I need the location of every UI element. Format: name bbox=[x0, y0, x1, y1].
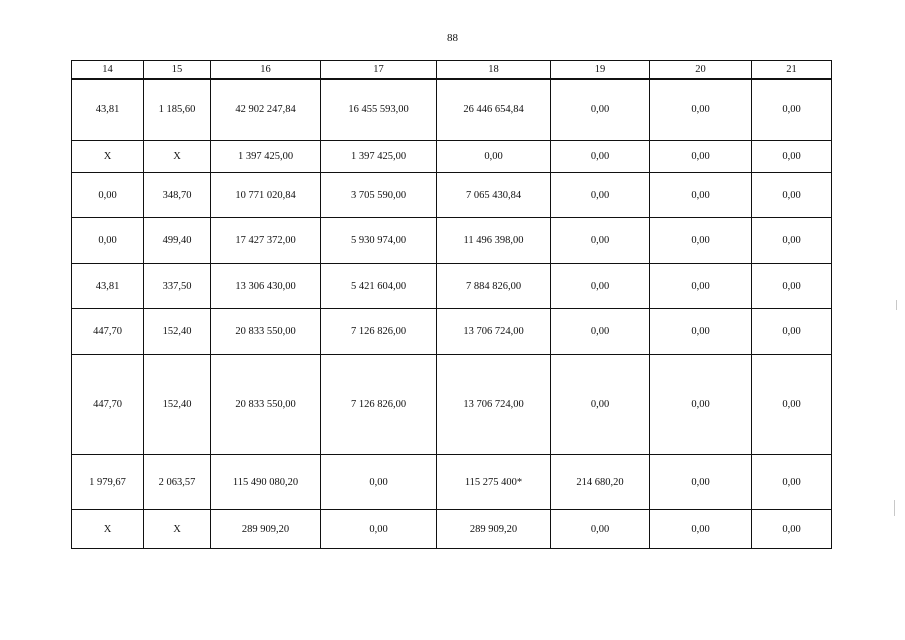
table-cell: 17 427 372,00 bbox=[211, 218, 321, 264]
table-cell: 13 306 430,00 bbox=[211, 264, 321, 309]
table-cell: 3 705 590,00 bbox=[321, 173, 437, 218]
table-cell: 0,00 bbox=[752, 173, 832, 218]
table-cell: 0,00 bbox=[752, 141, 832, 173]
table-row bbox=[72, 309, 832, 355]
table-cell: 447,70 bbox=[72, 309, 144, 355]
table-cell: 0,00 bbox=[551, 173, 650, 218]
table-cell: 0,00 bbox=[752, 355, 832, 455]
table-cell: 1 397 425,00 bbox=[321, 141, 437, 173]
table-cell: 43,81 bbox=[72, 79, 144, 141]
table-cell: 0,00 bbox=[650, 510, 752, 549]
column-header: 16 bbox=[211, 61, 321, 79]
table-cell: 7 126 826,00 bbox=[321, 309, 437, 355]
table-cell: 0,00 bbox=[321, 455, 437, 510]
table-cell: 2 063,57 bbox=[144, 455, 211, 510]
table-row bbox=[72, 141, 832, 173]
table-cell: 7 126 826,00 bbox=[321, 355, 437, 455]
table-cell: 10 771 020,84 bbox=[211, 173, 321, 218]
scan-mark bbox=[894, 500, 895, 516]
table-cell: 0,00 bbox=[72, 173, 144, 218]
table-cell: 0,00 bbox=[551, 141, 650, 173]
table-cell: 214 680,20 bbox=[551, 455, 650, 510]
table-cell: 0,00 bbox=[551, 264, 650, 309]
table-cell: 16 455 593,00 bbox=[321, 79, 437, 141]
column-header: 15 bbox=[144, 61, 211, 79]
table-cell: 0,00 bbox=[752, 264, 832, 309]
table-cell: 7 884 826,00 bbox=[437, 264, 551, 309]
table-cell: 289 909,20 bbox=[211, 510, 321, 549]
table-cell: 0,00 bbox=[72, 218, 144, 264]
table-cell: 0,00 bbox=[752, 455, 832, 510]
table-cell: 13 706 724,00 bbox=[437, 309, 551, 355]
scan-mark bbox=[896, 300, 897, 310]
data-table bbox=[71, 60, 832, 549]
table-cell: 337,50 bbox=[144, 264, 211, 309]
page-number: 88 bbox=[447, 32, 458, 44]
table-cell: X bbox=[144, 141, 211, 173]
table-cell: 289 909,20 bbox=[437, 510, 551, 549]
table-cell: 0,00 bbox=[650, 455, 752, 510]
table-cell: 115 490 080,20 bbox=[211, 455, 321, 510]
table-row bbox=[72, 355, 832, 455]
column-header: 19 bbox=[551, 61, 650, 79]
table-cell: 0,00 bbox=[650, 264, 752, 309]
table-cell: 0,00 bbox=[551, 510, 650, 549]
table-cell: 7 065 430,84 bbox=[437, 173, 551, 218]
table-cell: 0,00 bbox=[650, 79, 752, 141]
table-row bbox=[72, 264, 832, 309]
table-cell: 42 902 247,84 bbox=[211, 79, 321, 141]
table-cell: 0,00 bbox=[752, 218, 832, 264]
table-cell: 152,40 bbox=[144, 309, 211, 355]
table-cell: X bbox=[144, 510, 211, 549]
table-cell: 0,00 bbox=[437, 141, 551, 173]
table-cell: 447,70 bbox=[72, 355, 144, 455]
table-cell: X bbox=[72, 510, 144, 549]
table-cell: 11 496 398,00 bbox=[437, 218, 551, 264]
table-cell: 13 706 724,00 bbox=[437, 355, 551, 455]
table-cell: 0,00 bbox=[752, 79, 832, 141]
table-cell: 0,00 bbox=[650, 173, 752, 218]
table-row bbox=[72, 79, 832, 141]
table-cell: X bbox=[72, 141, 144, 173]
table-row bbox=[72, 455, 832, 510]
header-row bbox=[72, 61, 832, 79]
table-cell: 499,40 bbox=[144, 218, 211, 264]
table-cell: 152,40 bbox=[144, 355, 211, 455]
table-cell: 115 275 400* bbox=[437, 455, 551, 510]
table-row bbox=[72, 173, 832, 218]
table-cell: 0,00 bbox=[752, 510, 832, 549]
table-cell: 0,00 bbox=[551, 355, 650, 455]
table-cell: 0,00 bbox=[551, 309, 650, 355]
table-row bbox=[72, 510, 832, 549]
column-header: 18 bbox=[437, 61, 551, 79]
table-cell: 0,00 bbox=[650, 218, 752, 264]
table-cell: 0,00 bbox=[551, 79, 650, 141]
table-cell: 20 833 550,00 bbox=[211, 309, 321, 355]
table-cell: 26 446 654,84 bbox=[437, 79, 551, 141]
table-row bbox=[72, 218, 832, 264]
table-cell: 5 421 604,00 bbox=[321, 264, 437, 309]
column-header: 21 bbox=[752, 61, 832, 79]
table-cell: 5 930 974,00 bbox=[321, 218, 437, 264]
table-cell: 0,00 bbox=[650, 141, 752, 173]
table-cell: 43,81 bbox=[72, 264, 144, 309]
column-header: 17 bbox=[321, 61, 437, 79]
table-cell: 0,00 bbox=[752, 309, 832, 355]
table-cell: 1 979,67 bbox=[72, 455, 144, 510]
table-cell: 20 833 550,00 bbox=[211, 355, 321, 455]
table-cell: 0,00 bbox=[551, 218, 650, 264]
table-cell: 1 397 425,00 bbox=[211, 141, 321, 173]
table-cell: 1 185,60 bbox=[144, 79, 211, 141]
table-cell: 0,00 bbox=[650, 355, 752, 455]
table-cell: 348,70 bbox=[144, 173, 211, 218]
table-cell: 0,00 bbox=[321, 510, 437, 549]
column-header: 14 bbox=[72, 61, 144, 79]
table-cell: 0,00 bbox=[650, 309, 752, 355]
column-header: 20 bbox=[650, 61, 752, 79]
